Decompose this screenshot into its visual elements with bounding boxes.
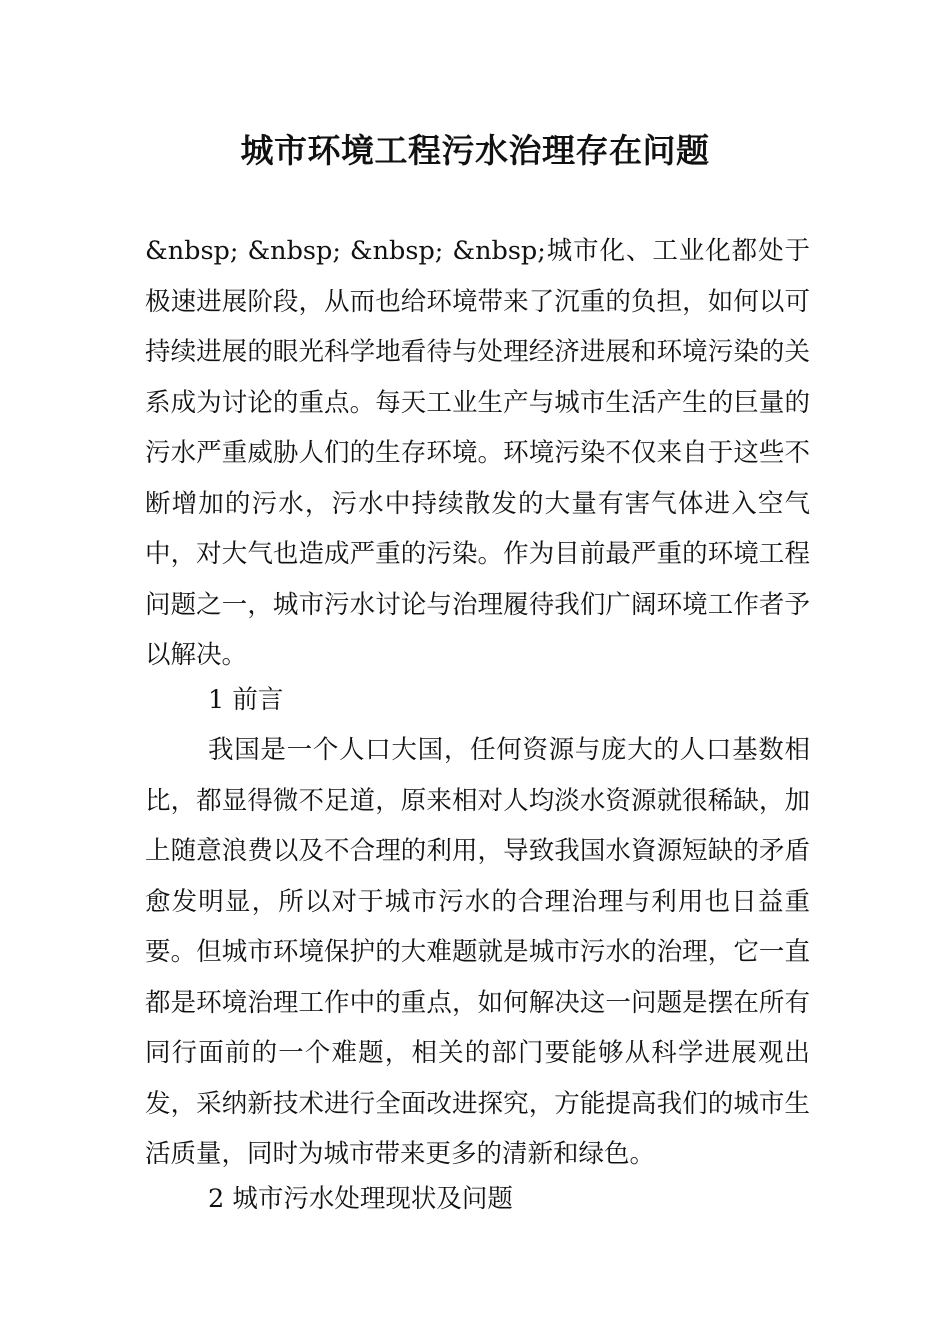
section-heading-2: 2 城市污水处理现状及问题 [208,1184,513,1214]
section-1-paragraph: 我国是一个人口大国，任何资源与庞大的人口基数相比，都显得微不足道，原来相对人均淡水资源就很稀缺，加上随意浪费以及不合理的利用，导致我国水資源短缺的矛盾愈发明显，所以对于城市污水的合理治理与利用也日益重要。但城市环境保护的大难题就是城市污水的治理，它一直都是环境治理工作中的重点，如何解决这一问题是摆在所有同行面前的一个难题，相关的部门要能够从科学进展观出发，采纳新技术进行全面改进探究，方能提高我们的城市生活质量，同时为城市带来更多的清新和绿色。 [145,735,810,1169]
intro-paragraph: &nbsp; &nbsp; &nbsp; &nbsp;城市化、工业化都处于极速进展阶段，从而也给环境带来了沉重的负担，如何以可持续进展的眼光科学地看待与处理经济进展和环境污染的关系成为讨论的重点。每天工业生产与城市生活产生的巨量的污水严重威胁人们的生存环境。环境污染不仅来自于这些不断增加的污水，污水中持续散发的大量有害气体进入空气中，对大气也造成严重的污染。作为目前最严重的环境工程问题之一，城市污水讨论与治理履待我们广阔环境工作者予以解决。 [145,236,810,670]
document-title: 城市环境工程污水治理存在问题 [240,131,710,170]
section-heading-1: 1 前言 [208,685,284,715]
